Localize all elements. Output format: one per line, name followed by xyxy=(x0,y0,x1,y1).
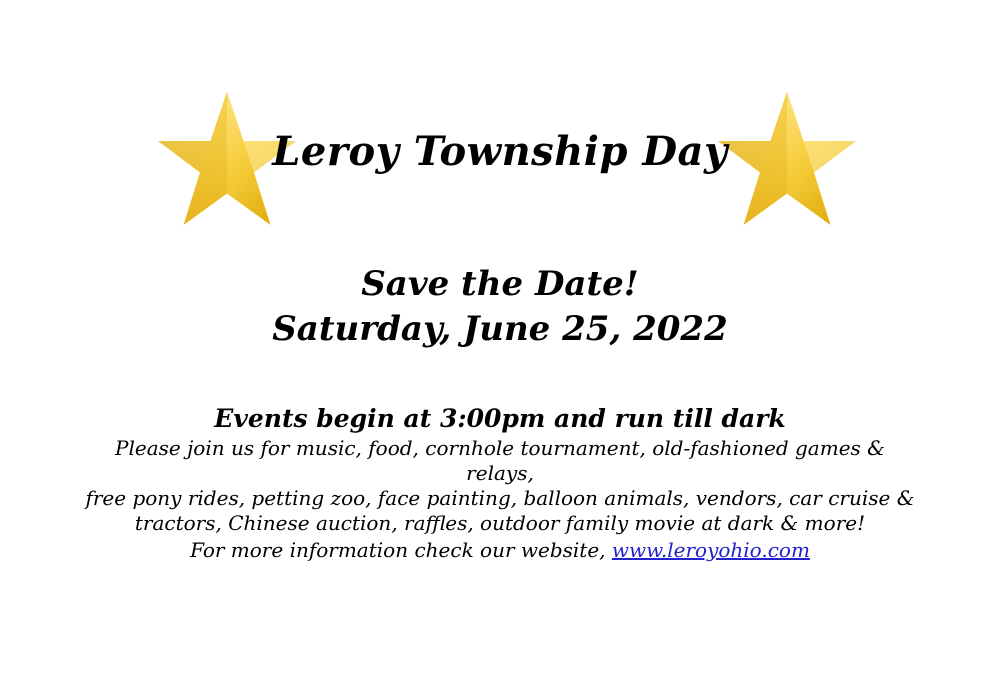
save-the-date-block xyxy=(0,262,1000,352)
event-date: Saturday, June 25, 2022 xyxy=(272,309,728,349)
events-description-line-2: free pony rides, petting zoo, face painting, balloon animals, vendors, car cruise & xyxy=(85,486,915,510)
title-row xyxy=(0,88,1000,238)
events-block xyxy=(0,402,1000,564)
events-headline: Events begin at 3:00pm and run till dark xyxy=(214,404,786,433)
website-info-line xyxy=(0,536,1000,564)
website-link[interactable]: www.leroyohio.com xyxy=(611,538,810,562)
events-description-line-3: tractors, Chinese auction, raffles, outdoor family movie at dark & more! xyxy=(134,511,866,535)
events-description-line-1: Please join us for music, food, cornhole tournament, old-fashioned games & relays, xyxy=(115,436,885,485)
website-info-prefix: For more information check our website, xyxy=(190,538,612,562)
save-the-date-label: Save the Date! xyxy=(361,264,639,304)
page-title: Leroy Township Day xyxy=(272,128,728,175)
